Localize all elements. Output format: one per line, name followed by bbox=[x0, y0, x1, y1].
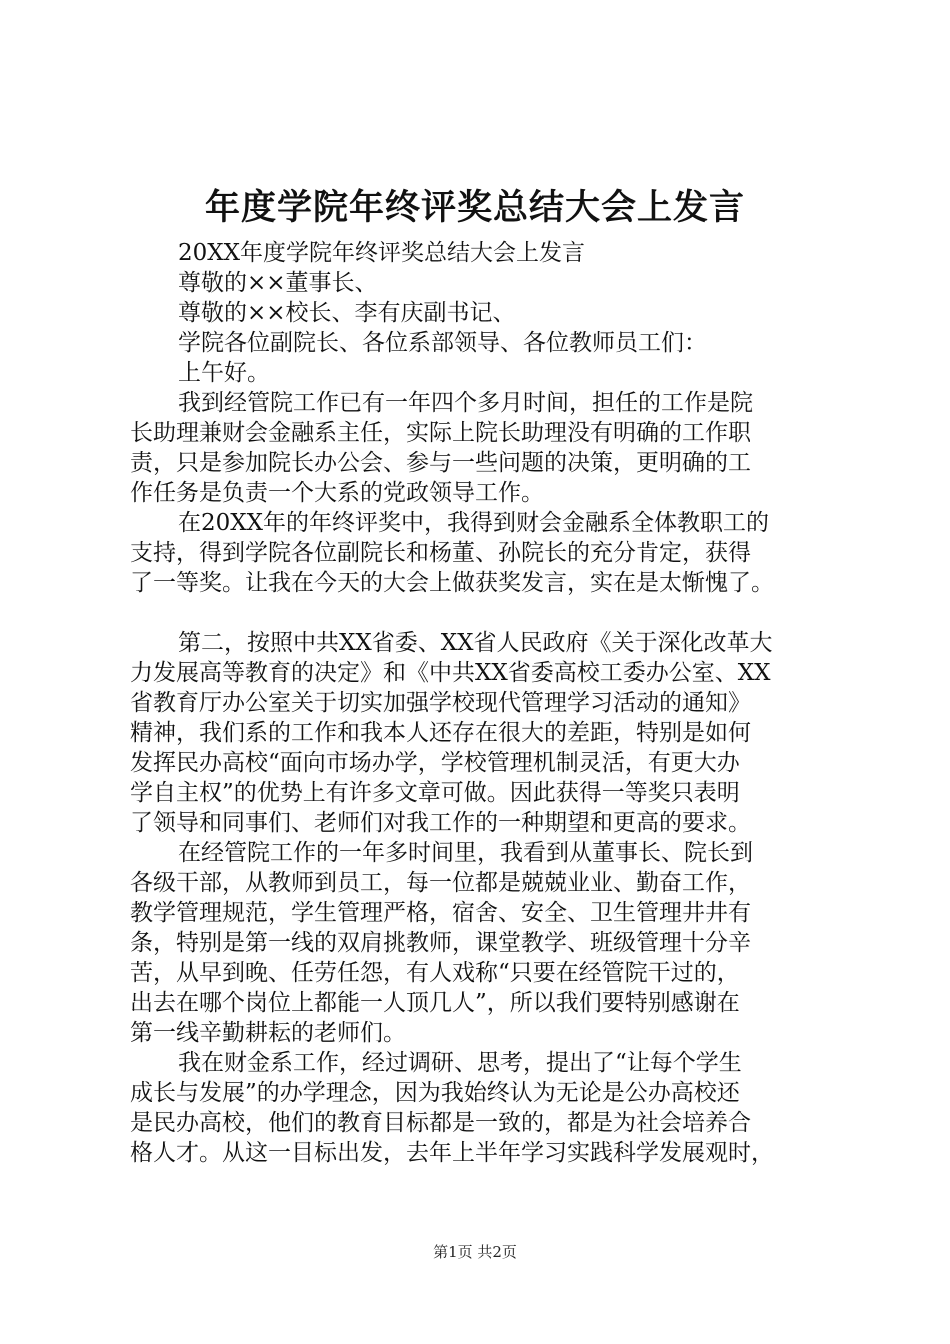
text-line: 出去在哪个岗位上都能一人顶几人”，所以我们要特别感谢在 bbox=[130, 990, 740, 1016]
text-line: 责，只是参加院长办公会、参与一些问题的决策，更明确的工 bbox=[130, 450, 751, 476]
text-line: 苦，从早到晚、任劳任怨，有人戏称“只要在经管院干过的， bbox=[130, 960, 740, 986]
text-line: 尊敬的××校长、李有庆副书记、 bbox=[178, 300, 516, 326]
text-line: 了领导和同事们、老师们对我工作的一种期望和更高的要求。 bbox=[130, 810, 751, 836]
document-title: 年度学院年终评奖总结大会上发言 bbox=[204, 187, 745, 228]
text-line: 各级干部，从教师到员工，每一位都是兢兢业业、勤奋工作， bbox=[130, 870, 751, 896]
text-line: 上午好。 bbox=[178, 360, 270, 386]
page-footer: 第1页 共2页 bbox=[433, 1243, 517, 1261]
text-line: 第二，按照中共XX省委、XX省人民政府《关于深化改革大 bbox=[178, 630, 773, 656]
text-line: 支持，得到学院各位副院长和杨董、孙院长的充分肯定，获得 bbox=[130, 540, 751, 566]
text-line: 了一等奖。让我在今天的大会上做获奖发言，实在是太惭愧了。 bbox=[130, 570, 774, 596]
text-line: 力发展高等教育的决定》和《中共XX省委高校工委办公室、XX bbox=[130, 660, 771, 686]
text-line: 在20XX年的年终评奖中，我得到财会金融系全体教职工的 bbox=[178, 510, 770, 536]
text-line: 格人才。从这一目标出发，去年上半年学习实践科学发展观时， bbox=[130, 1140, 774, 1166]
text-line: 第一线辛勤耕耘的老师们。 bbox=[130, 1020, 406, 1046]
text-line: 教学管理规范，学生管理严格，宿舍、安全、卫生管理井井有 bbox=[130, 900, 751, 926]
text-line: 是民办高校，他们的教育目标都是一致的，都是为社会培养合 bbox=[130, 1110, 751, 1136]
blank-line bbox=[130, 598, 850, 628]
text-line: 条，特别是第一线的双肩挑教师，课堂教学、班级管理十分辛 bbox=[130, 930, 751, 956]
document-body bbox=[130, 238, 850, 1168]
text-line: 长助理兼财会金融系主任，实际上院长助理没有明确的工作职 bbox=[130, 420, 751, 446]
text-line: 精神，我们系的工作和我本人还存在很大的差距，特别是如何 bbox=[130, 720, 751, 746]
text-line: 成长与发展”的办学理念，因为我始终认为无论是公办高校还 bbox=[130, 1080, 740, 1106]
text-line: 作任务是负责一个大系的党政领导工作。 bbox=[130, 480, 544, 506]
text-line: 20XX年度学院年终评奖总结大会上发言 bbox=[178, 240, 586, 266]
text-line: 尊敬的××董事长、 bbox=[178, 270, 378, 296]
text-line: 我到经管院工作已有一年四个多月时间，担任的工作是院 bbox=[178, 390, 753, 416]
text-line: 我在财金系工作，经过调研、思考，提出了“让每个学生 bbox=[178, 1050, 742, 1076]
text-line: 在经管院工作的一年多时间里，我看到从董事长、院长到 bbox=[178, 840, 753, 866]
text-line: 学自主权”的优势上有许多文章可做。因此获得一等奖只表明 bbox=[130, 780, 740, 806]
text-line: 省教育厅办公室关于切实加强学校现代管理学习活动的通知》 bbox=[130, 690, 751, 716]
text-line: 发挥民办高校“面向市场办学，学校管理机制灵活，有更大办 bbox=[130, 750, 740, 776]
text-line: 学院各位副院长、各位系部领导、各位教师员工们： bbox=[178, 330, 707, 356]
